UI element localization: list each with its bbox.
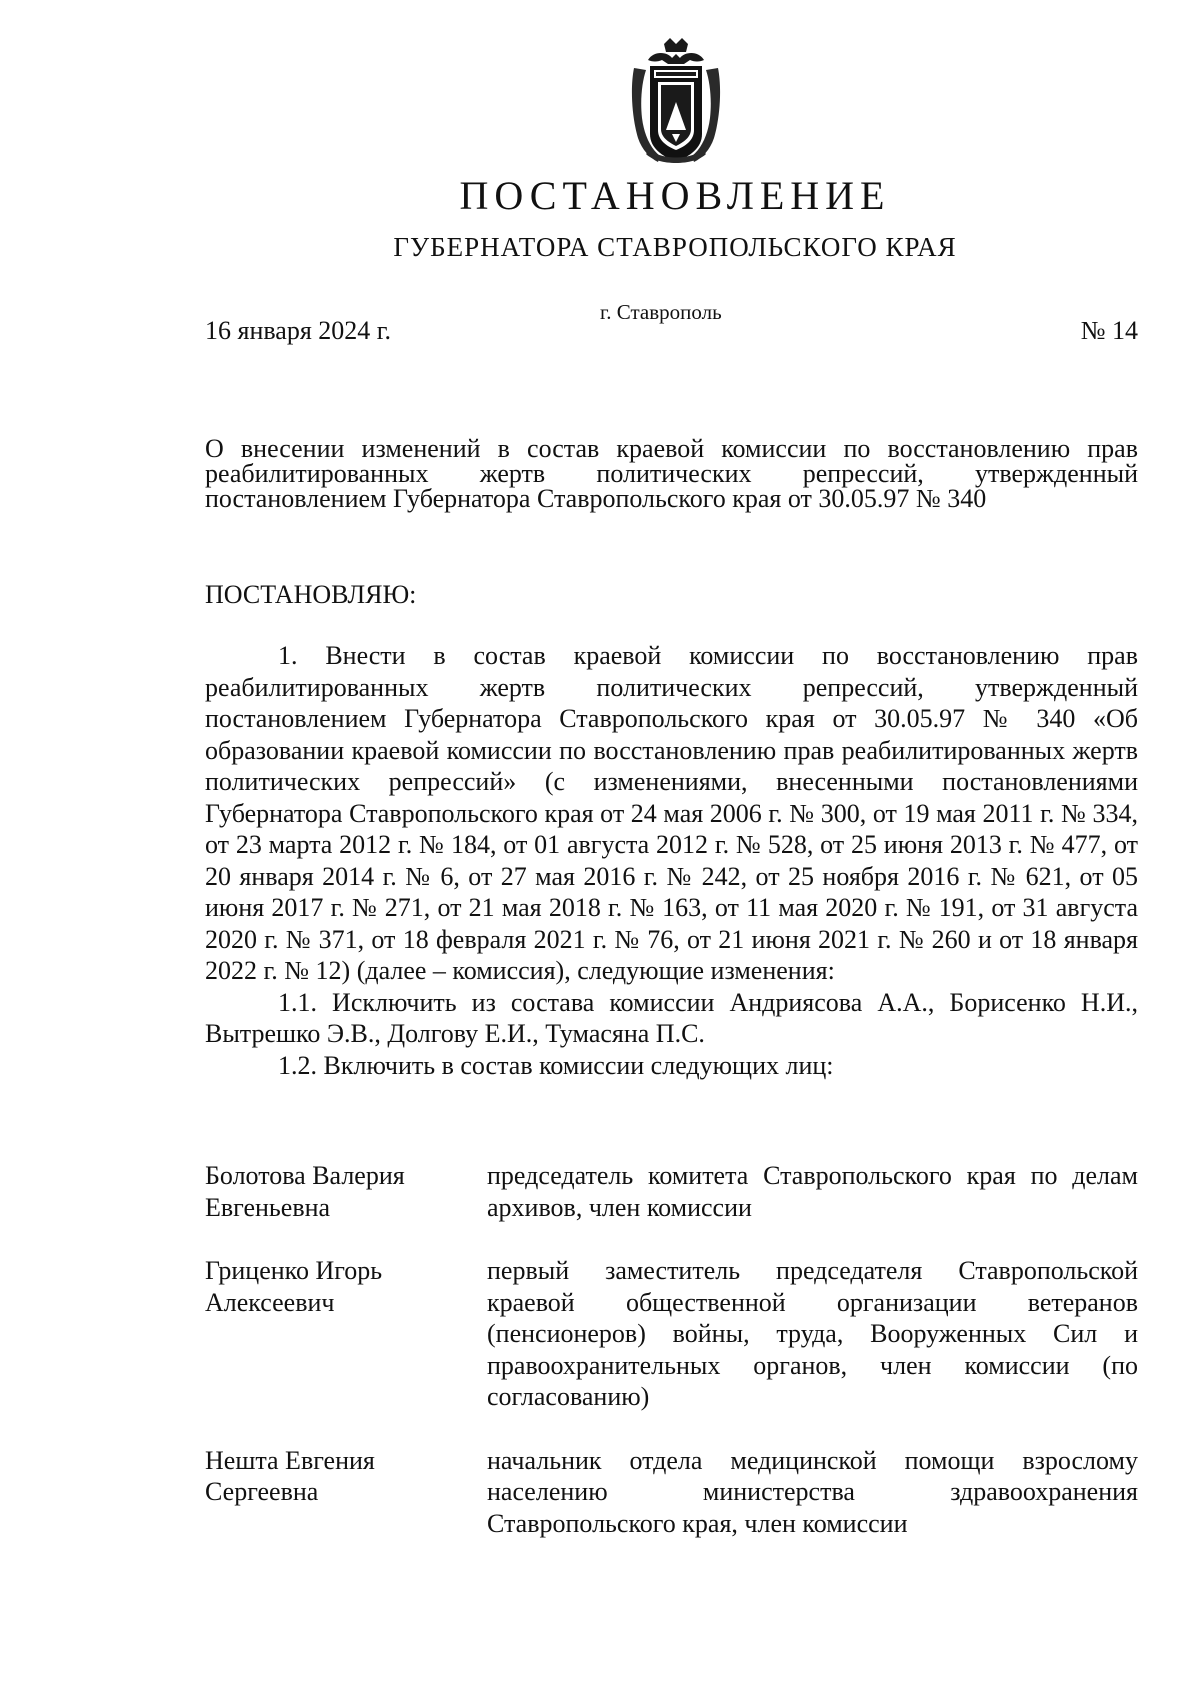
member-surname-name: Гриценко Игорь	[205, 1256, 383, 1285]
member-surname-name: Болотова Валерия	[205, 1161, 405, 1190]
member-row	[205, 1445, 1138, 1540]
city-label: г. Ставрополь	[600, 300, 722, 324]
member-patronymic: Сергеевна	[205, 1477, 319, 1506]
document-body	[205, 640, 1138, 1081]
member-name	[205, 1160, 487, 1223]
paragraph-1-2: 1.2. Включить в состав комиссии следующих лиц:	[278, 1050, 834, 1080]
paragraph-1-1: 1.1. Исключить из состава комиссии Андриясова А.А., Борисенко Н.И., Вытрешко Э.В., Долгову Е.И., Тумасяна П.С.	[205, 987, 1138, 1048]
document-number: № 14	[1080, 316, 1138, 345]
member-name	[205, 1255, 487, 1413]
member-role: начальник отдела медицинской помощи взрослому населению министерства здравоохранения Ставропольского края, член комиссии	[487, 1445, 1138, 1538]
member-name	[205, 1445, 487, 1540]
member-patronymic: Алексеевич	[205, 1287, 335, 1317]
member-role: первый заместитель председателя Ставропольской краевой общественной организации ветеранов (пенсионеров) войны, труда, Вооруженных Сил и правоохранительных органов, член комиссии (по согласованию)	[487, 1256, 1138, 1411]
member-row	[205, 1255, 1138, 1413]
member-surname-name: Нешта Евгения	[205, 1445, 375, 1475]
document-subject: О внесении изменений в состав краевой комиссии по восстановлению прав реабилитированных жертв политических репрессий, утвержденный постановлением Губернатора Ставропольского края от 30.05.97 № 340	[205, 434, 1138, 513]
decree-word: ПОСТАНОВЛЯЮ:	[205, 580, 417, 609]
document-date: 16 января 2024 г.	[205, 316, 392, 345]
member-patronymic: Евгеньевна	[205, 1192, 331, 1222]
document-title: ПОСТАНОВЛЕНИЕ	[459, 173, 891, 218]
document-subtitle: ГУБЕРНАТОРА СТАВРОПОЛЬСКОГО КРАЯ	[393, 232, 957, 262]
member-row	[205, 1160, 1138, 1223]
member-role: председатель комитета Ставропольского края по делам архивов, член комиссии	[487, 1161, 1138, 1222]
coat-of-arms-emblem	[628, 38, 724, 166]
members-list	[205, 1160, 1138, 1571]
paragraph-1: 1. Внести в состав краевой комиссии по восстановлению прав реабилитированных жертв политических репрессий, утвержденный постановлением Губернатора Ставропольского края от 30.05.97 № 340 «Об образовании краевой комиссии по восстановлению прав реабилитированных жертв политических репрессий» (с изменениями, внесенными постановлениями Губернатора Ставропольского края от 24 мая 2006 г. № 300, от 19 мая 2011 г. № 334, от 23 марта 2012 г. № 184, от 01 августа 2012 г. № 528, от 25 июня 2013 г. № 477, от 20 января 2014 г. № 6, от 27 мая 2016 г. № 242, от 25 ноября 2016 г. № 621, от 05 июня 2017 г. № 271, от 21 мая 2018 г. № 163, от 11 мая 2020 г. № 191, от 31 августа 2020 г. № 371, от 18 февраля 2021 г. № 76, от 21 июня 2021 г. № 260 и от 18 января 2022 г. № 12) (далее – комиссия), следующие изменения:	[205, 641, 1138, 985]
